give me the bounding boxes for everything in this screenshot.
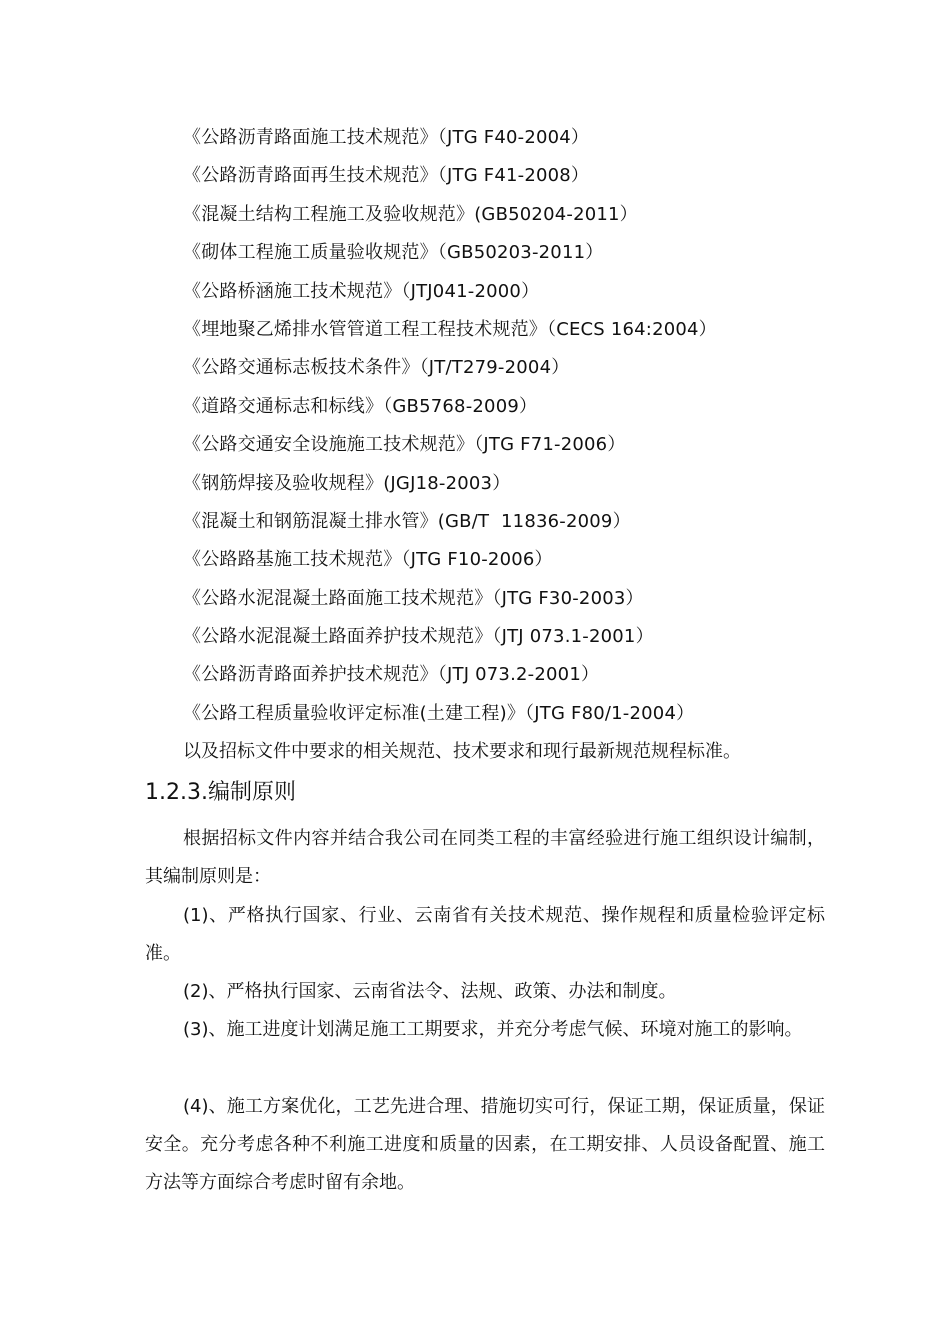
standard-item: 《公路沥青路面再生技术规范》（JTG F41-2008）: [183, 165, 590, 187]
standard-item: 《钢筋焊接及验收规程》(JGJ18-2003）: [183, 472, 511, 494]
standard-item: 《公路路基施工技术规范》（JTG F10-2006）: [183, 549, 553, 571]
principle-1-paragraph: (1)、严格执行国家、行业、云南省有关技术规范、操作规程和质量检验评定标准。: [145, 905, 825, 964]
standard-item: 《埋地聚乙烯排水管管道工程工程技术规范》（CECS 164:2004）: [183, 318, 717, 340]
standard-item: 《公路沥青路面养护技术规范》（JTJ 073.2-2001）: [183, 664, 600, 686]
section-heading: 1.2.3.编制原则: [145, 780, 296, 805]
intro-paragraph: 根据招标文件内容并结合我公司在同类工程的丰富经验进行施工组织设计编制，其编制原则是：: [145, 828, 825, 887]
standard-item: 《道路交通标志和标线》（GB5768-2009）: [183, 395, 538, 417]
standard-item: 《公路桥涵施工技术规范》（JTJ041-2000）: [183, 280, 540, 302]
standard-item: 《公路交通安全设施施工技术规范》（JTG F71-2006）: [183, 434, 626, 456]
standard-item: 《混凝土结构工程施工及验收规范》(GB50204-2011）: [183, 203, 638, 225]
standard-item: 《砌体工程施工质量验收规范》（GB50203-2011）: [183, 242, 604, 264]
standard-item: 《混凝土和钢筋混凝土排水管》(GB/T 11836-2009）: [183, 510, 631, 532]
principle-2-paragraph: (2)、严格执行国家、云南省法令、法规、政策、办法和制度。: [183, 981, 677, 1002]
principle-4-paragraph: (4)、施工方案优化，工艺先进合理、措施切实可行，保证工期，保证质量，保证安全。充分考虑各种不利施工进度和质量的因素，在工期安排、人员设备配置、施工方法等方面综合考虑时留有余地。: [145, 1096, 825, 1193]
standards-closing-text: 以及招标文件中要求的相关规范、技术要求和现行最新规范规程标准。: [183, 741, 741, 762]
standard-item: 《公路水泥混凝土路面施工技术规范》（JTG F30-2003）: [183, 587, 644, 609]
standard-item: 《公路交通标志板技术条件》（JT/T279-2004）: [183, 357, 570, 379]
standard-item: 《公路沥青路面施工技术规范》（JTG F40-2004）: [183, 127, 590, 148]
standard-item: 《公路工程质量验收评定标准(土建工程)》（JTG F80/1-2004）: [183, 702, 695, 724]
principle-3-paragraph: (3)、施工进度计划满足施工工期要求，并充分考虑气候、环境对施工的影响。: [183, 1019, 803, 1040]
standard-item: 《公路水泥混凝土路面养护技术规范》（JTJ 073.1-2001）: [183, 626, 654, 648]
standards-list: [183, 124, 717, 738]
